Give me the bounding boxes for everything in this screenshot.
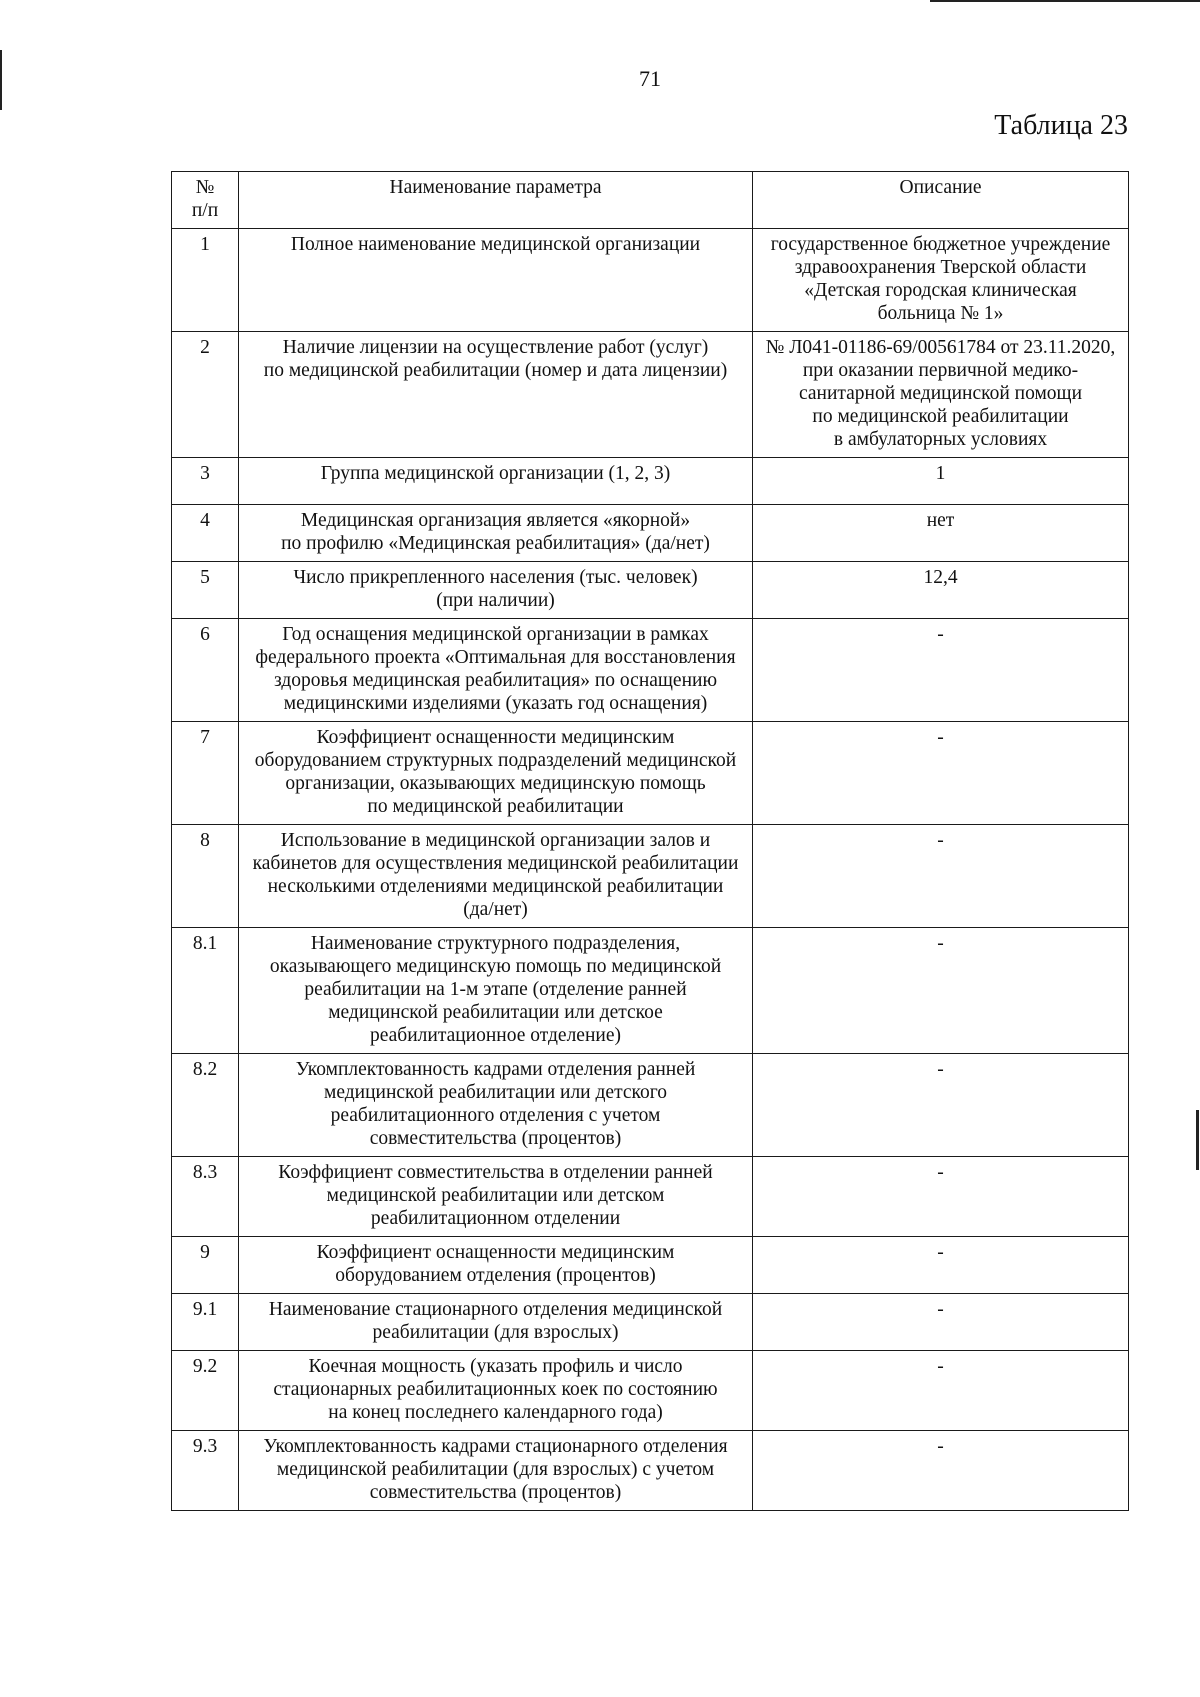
row-parameter-name: Коечная мощность (указать профиль и число стационарных реабилитационных коек по состоянию на конец последнего календарного года) xyxy=(239,1351,753,1431)
header-description: Описание xyxy=(753,172,1129,229)
row-parameter-name: Коэффициент оснащенности медицинским оборудованием отделения (процентов) xyxy=(239,1237,753,1294)
row-parameter-name: Группа медицинской организации (1, 2, 3) xyxy=(239,458,753,505)
row-parameter-name: Медицинская организация является «якорной» по профилю «Медицинская реабилитация» (да/нет) xyxy=(239,505,753,562)
row-number: 9.1 xyxy=(172,1294,239,1351)
row-number: 8 xyxy=(172,825,239,928)
row-number: 8.2 xyxy=(172,1054,239,1157)
row-parameter-name: Укомплектованность кадрами отделения ранней медицинской реабилитации или детского реабилитационного отделения с учетом совместительства (процентов) xyxy=(239,1054,753,1157)
table-row xyxy=(172,1054,1129,1157)
row-number: 8.1 xyxy=(172,928,239,1054)
table-row xyxy=(172,1157,1129,1237)
table-row xyxy=(172,332,1129,458)
scan-edge-mark-right xyxy=(1196,1110,1199,1170)
row-description: 1 xyxy=(753,458,1129,505)
row-parameter-name: Укомплектованность кадрами стационарного отделения медицинской реабилитации (для взрослых) с учетом совместительства (процентов) xyxy=(239,1431,753,1511)
row-parameter-name: Год оснащения медицинской организации в рамках федерального проекта «Оптимальная для восстановления здоровья медицинская реабилитация» по оснащению медицинскими изделиями (указать год оснащения) xyxy=(239,619,753,722)
row-parameter-name: Наименование структурного подразделения, оказывающего медицинскую помощь по медицинской реабилитации на 1-м этапе (отделение ранней медицинской реабилитации или детское реабилитационное отделение) xyxy=(239,928,753,1054)
table-row xyxy=(172,1237,1129,1294)
header-number: № п/п xyxy=(172,172,239,229)
row-description: государственное бюджетное учреждение здравоохранения Тверской области «Детская городская клиническая больница № 1» xyxy=(753,229,1129,332)
row-number: 9 xyxy=(172,1237,239,1294)
row-description: - xyxy=(753,1351,1129,1431)
row-number: 7 xyxy=(172,722,239,825)
table-row xyxy=(172,825,1129,928)
row-number: 5 xyxy=(172,562,239,619)
row-parameter-name: Число прикрепленного населения (тыс. человек) (при наличии) xyxy=(239,562,753,619)
row-parameter-name: Коэффициент оснащенности медицинским оборудованием структурных подразделений медицинской организации, оказывающих медицинскую помощь по медицинской реабилитации xyxy=(239,722,753,825)
row-description: - xyxy=(753,825,1129,928)
table-row xyxy=(172,619,1129,722)
row-number: 9.2 xyxy=(172,1351,239,1431)
row-parameter-name: Наименование стационарного отделения медицинской реабилитации (для взрослых) xyxy=(239,1294,753,1351)
row-parameter-name: Использование в медицинской организации залов и кабинетов для осуществления медицинской реабилитации несколькими отделениями медицинской реабилитации (да/нет) xyxy=(239,825,753,928)
table-row xyxy=(172,1294,1129,1351)
row-number: 3 xyxy=(172,458,239,505)
row-description: - xyxy=(753,1157,1129,1237)
table-row xyxy=(172,928,1129,1054)
row-number: 4 xyxy=(172,505,239,562)
row-description: - xyxy=(753,722,1129,825)
row-description: - xyxy=(753,1054,1129,1157)
row-description: - xyxy=(753,619,1129,722)
table-caption: Таблица 23 xyxy=(994,110,1128,141)
parameters-table xyxy=(171,171,1129,1511)
table-row xyxy=(172,562,1129,619)
row-description: - xyxy=(753,1237,1129,1294)
row-number: 1 xyxy=(172,229,239,332)
table-row xyxy=(172,722,1129,825)
page-number: 71 xyxy=(639,66,661,91)
scan-edge-mark-top xyxy=(930,0,1200,2)
table-row xyxy=(172,458,1129,505)
row-parameter-name: Наличие лицензии на осуществление работ (услуг) по медицинской реабилитации (номер и дата лицензии) xyxy=(239,332,753,458)
row-parameter-name: Коэффициент совместительства в отделении ранней медицинской реабилитации или детском реабилитационном отделении xyxy=(239,1157,753,1237)
table-header-row xyxy=(172,172,1129,229)
table-row xyxy=(172,505,1129,562)
row-number: 8.3 xyxy=(172,1157,239,1237)
row-description: нет xyxy=(753,505,1129,562)
row-description: № Л041-01186-69/00561784 от 23.11.2020, при оказании первичной медико- санитарной медицинской помощи по медицинской реабилитации в амбулаторных условиях xyxy=(753,332,1129,458)
row-description: - xyxy=(753,928,1129,1054)
row-description: - xyxy=(753,1431,1129,1511)
table-row xyxy=(172,1351,1129,1431)
row-description: 12,4 xyxy=(753,562,1129,619)
row-parameter-name: Полное наименование медицинской организации xyxy=(239,229,753,332)
header-parameter-name: Наименование параметра xyxy=(239,172,753,229)
row-number: 2 xyxy=(172,332,239,458)
table-row xyxy=(172,229,1129,332)
table-row xyxy=(172,1431,1129,1511)
row-number: 6 xyxy=(172,619,239,722)
row-description: - xyxy=(753,1294,1129,1351)
row-number: 9.3 xyxy=(172,1431,239,1511)
